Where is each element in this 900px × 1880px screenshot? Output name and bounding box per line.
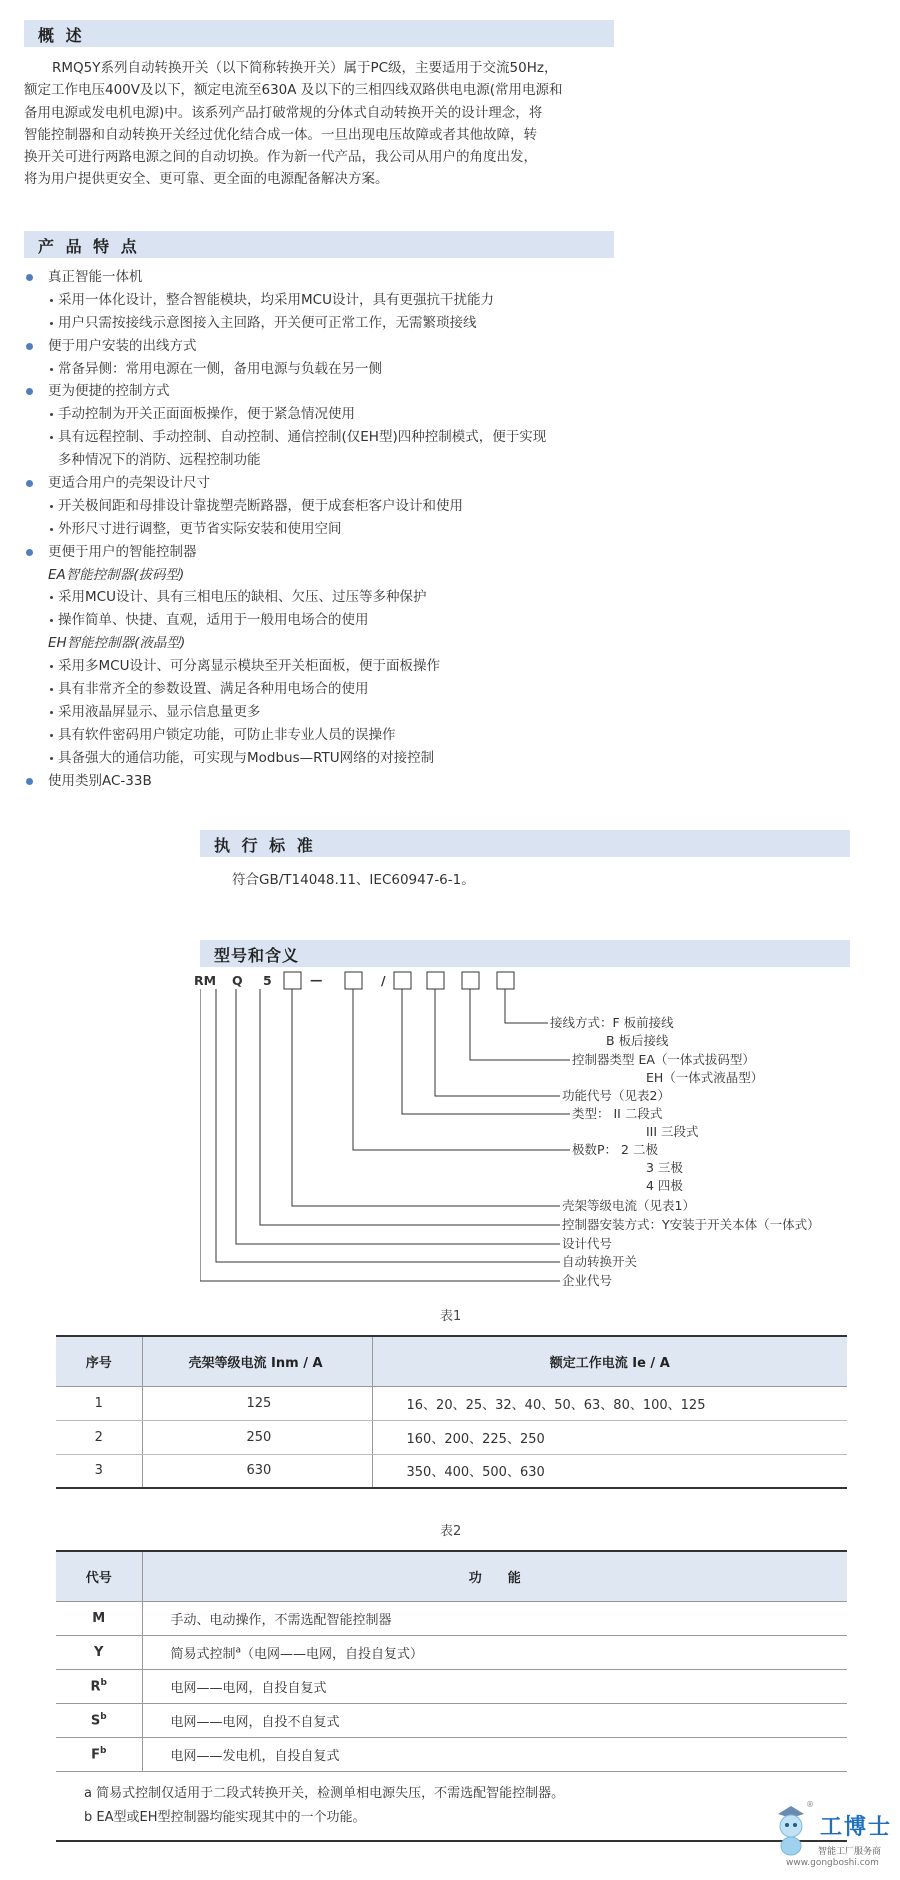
overview-line: 换开关可进行两路电源之间的自动切换。作为新一代产品，我公司从用户的角度出发， (24, 149, 537, 166)
feature-line (24, 266, 624, 289)
table2-header-code: 代号 (56, 1551, 142, 1601)
feature-line (24, 335, 624, 358)
code-box (345, 972, 362, 989)
feature-line (24, 655, 624, 678)
function-text: 电网——电网，自投自复式 (170, 1680, 327, 1696)
feature-text: 常备异侧：常用电源在一侧，备用电源与负载在另一侧 (58, 360, 382, 377)
table-notes-row (56, 1771, 847, 1841)
table1-header-no: 序号 (56, 1336, 142, 1386)
overview-title: 概 述 (38, 26, 85, 45)
feature-text: 采用多MCU设计、可分离显示模块至开关柜面板，便于面板操作 (58, 658, 440, 675)
sub-bullet-icon (50, 413, 53, 416)
overview-line: RMQ5Y系列自动转换开关（以下简称转换开关）属于PC级，主要适用于交流50Hz， (52, 60, 558, 76)
bullet-icon (26, 778, 33, 785)
feature-text: 具有软件密码用户锁定功能，可防止非专业人员的误操作 (58, 726, 396, 743)
feature-text: 开关极间距和母排设计靠拢塑壳断路器，便于成套柜客户设计和使用 (58, 497, 463, 514)
feature-line (24, 678, 624, 701)
standard-title: 执 行 标 准 (214, 836, 316, 855)
table-row (56, 1669, 847, 1703)
feature-text: 更为便捷的控制方式 (48, 383, 170, 400)
overview-line: 智能控制器和自动转换开关经过优化结合成一体。一旦出现电压故障或者其他故障，转 (24, 126, 537, 143)
label-controller-mount: 控制器安装方式：Y安装于开关本体（一体式） (562, 1217, 820, 1232)
function-description (142, 1635, 847, 1669)
footnote-mark: b (100, 1677, 107, 1688)
label-poles-3: 3 三极 (646, 1160, 683, 1175)
table-row (56, 1601, 847, 1635)
label-enterprise-code: 企业代号 (562, 1273, 613, 1288)
function-code-table (56, 1550, 847, 1842)
feature-text: 更便于用户的智能控制器 (48, 543, 197, 560)
sub-bullet-icon (50, 757, 53, 760)
feature-text: 具有远程控制、手动控制、自动控制、通信控制(仅EH型)四种控制模式，便于实现 (58, 429, 547, 446)
feature-text: 多种情况下的消防、远程控制功能 (58, 452, 261, 469)
function-code (56, 1635, 142, 1669)
code-5: 5 (263, 973, 272, 988)
function-description (142, 1669, 847, 1703)
feature-line (24, 449, 624, 472)
code-box (394, 972, 411, 989)
robot-mascot-icon (766, 1800, 816, 1860)
feature-text: 使用类别AC-33B (48, 772, 152, 789)
bullet-icon (26, 549, 33, 556)
feature-line (24, 586, 624, 609)
feature-line (24, 312, 624, 335)
function-description (142, 1737, 847, 1771)
table-notes (56, 1771, 847, 1841)
function-code (56, 1737, 142, 1771)
sub-bullet-icon (50, 734, 53, 737)
standard-heading-band (200, 830, 850, 857)
feature-text: 用户只需按接线示意图接入主回路，开关便可正常工作，无需繁琐接线 (58, 314, 477, 331)
table2-header-function: 功 能 (142, 1551, 847, 1601)
model-code-lines (200, 970, 860, 1290)
feature-line (24, 564, 624, 587)
sub-bullet-icon (50, 688, 53, 691)
sub-bullet-icon (50, 596, 53, 599)
frame-current-table (56, 1335, 847, 1489)
function-text: 简易式控制 (170, 1646, 236, 1662)
feature-line (24, 518, 624, 541)
feature-text: 操作简单、快捷、直观，适用于一般用电场合的使用 (58, 612, 369, 629)
label-wiring-b: B 板后接线 (606, 1033, 669, 1048)
table-row (56, 1420, 847, 1454)
sub-bullet-icon (50, 619, 53, 622)
function-description (142, 1703, 847, 1737)
function-code (56, 1703, 142, 1737)
footnote-mark: b (100, 1711, 107, 1722)
feature-text: 更适合用户的壳架设计尺寸 (48, 475, 210, 492)
table-row (56, 1703, 847, 1737)
table1-cell: 16、20、25、32、40、50、63、80、100、125 (372, 1386, 847, 1420)
function-text: 手动、电动操作，不需选配智能控制器 (170, 1612, 392, 1628)
function-description (142, 1601, 847, 1635)
label-design-code: 设计代号 (562, 1236, 613, 1251)
code-box (497, 972, 514, 989)
table-row (56, 1454, 847, 1488)
feature-text: EA智能控制器(拔码型) (48, 566, 185, 583)
sub-bullet-icon (50, 711, 53, 714)
function-text: 电网——电网，自投不自复式 (170, 1714, 340, 1730)
footnote-mark: a (235, 1645, 242, 1656)
table1-cell: 3 (56, 1454, 142, 1488)
feature-line (24, 609, 624, 632)
feature-text: EH智能控制器(液晶型) (48, 635, 186, 652)
feature-text: 外形尺寸进行调整，更节省实际安装和使用空间 (58, 520, 342, 537)
standard-text: 符合GB/T14048.11、IEC60947-6-1。 (232, 872, 475, 888)
features-list (24, 266, 624, 792)
logo-slogan: 智能工厂服务商 (818, 1847, 882, 1857)
label-ats: 自动转换开关 (562, 1254, 638, 1269)
registered-mark: ® (806, 1800, 814, 1809)
label-poles: 极数P： 2 二极 (572, 1142, 658, 1157)
feature-line (24, 632, 624, 655)
sub-bullet-icon (50, 665, 53, 668)
code-rm: RM (194, 973, 217, 988)
bullet-icon (26, 274, 33, 281)
label-frame-current: 壳架等级电流（见表1） (562, 1198, 695, 1213)
feature-line (24, 541, 624, 564)
table-row (56, 1737, 847, 1771)
table-note: b EA型或EH型控制器均能实现其中的一个功能。 (84, 1809, 366, 1825)
overview-line: 额定工作电压400V及以下，额定电流至630A 及以下的三相四线双路供电电源(常用电源和 (24, 82, 563, 99)
feature-text: 具有非常齐全的参数设置、满足各种用电场合的使用 (58, 681, 369, 698)
table1-header-ie: 额定工作电流 Ie / A (372, 1336, 847, 1386)
table1-cell: 250 (142, 1420, 372, 1454)
overview-heading-band (24, 20, 614, 47)
sub-bullet-icon (50, 528, 53, 531)
sub-bullet-icon (50, 436, 53, 439)
label-wiring: 接线方式：F 板前接线 (550, 1015, 674, 1030)
overview-line: 将为用户提供更安全、更可靠、更全面的电源配备解决方案。 (24, 171, 389, 188)
feature-text: 真正智能一体机 (48, 269, 143, 285)
table1-header-inm: 壳架等级电流 Inm / A (142, 1336, 372, 1386)
feature-line (24, 495, 624, 518)
sub-bullet-icon (50, 299, 53, 302)
table1-cell: 160、200、225、250 (372, 1420, 847, 1454)
label-type-3: III 三段式 (646, 1124, 699, 1139)
feature-line (24, 380, 624, 403)
table-row (56, 1635, 847, 1669)
table1-cell: 125 (142, 1386, 372, 1420)
feature-line (24, 289, 624, 312)
feature-line (24, 724, 624, 747)
label-poles-4: 4 四极 (646, 1178, 683, 1193)
table1-cell: 350、400、500、630 (406, 1465, 545, 1481)
feature-text: 采用液晶屏显示、显示信息量更多 (58, 703, 261, 720)
feature-line (24, 770, 624, 793)
features-heading-band (24, 231, 614, 258)
table-note: a 简易式控制仅适用于二段式转换开关，检测单相电源失压，不需选配智能控制器。 (84, 1785, 565, 1801)
table1-caption: 表1 (440, 1309, 462, 1324)
code-dash: — (310, 972, 323, 987)
function-code-letter: Y (94, 1644, 104, 1660)
feature-text: 便于用户安装的出线方式 (48, 337, 197, 354)
feature-text: 具备强大的通信功能，可实现与Modbus—RTU网络的对接控制 (58, 749, 435, 766)
label-controller-type: 控制器类型 EA（一体式拔码型） (572, 1052, 755, 1067)
code-box (284, 972, 301, 989)
features-title: 产 品 特 点 (38, 237, 140, 256)
table-row (56, 1386, 847, 1420)
model-title: 型号和含义 (214, 946, 300, 965)
code-slash: / (381, 973, 386, 988)
feature-line (24, 426, 624, 449)
function-code-letter: M (92, 1610, 106, 1626)
function-code (56, 1601, 142, 1635)
footnote-mark: b (99, 1745, 107, 1756)
logo-name: 工博士 (820, 1815, 893, 1840)
feature-text: 采用MCU设计、具有三相电压的缺相、欠压、过压等多种保护 (58, 589, 427, 606)
label-function-code: 功能代号（见表2） (562, 1088, 670, 1103)
table1-cell: 2 (56, 1420, 142, 1454)
gongboshi-logo (766, 1800, 896, 1872)
sub-bullet-icon (50, 505, 53, 508)
model-heading-band (200, 940, 850, 967)
feature-text: 采用一体化设计，整合智能模块，均采用MCU设计，具有更强抗干扰能力 (58, 291, 494, 308)
bullet-icon (26, 343, 33, 350)
model-code-diagram (194, 970, 860, 1290)
feature-text: 手动控制为开关正面面板操作，便于紧急情况使用 (58, 406, 355, 423)
sub-bullet-icon (50, 368, 53, 371)
sub-bullet-icon (50, 322, 53, 325)
label-type: 类型： II 二段式 (572, 1106, 663, 1121)
feature-line (24, 472, 624, 495)
function-text: 电网——发电机，自投自复式 (170, 1748, 340, 1764)
logo-url: www.gongboshi.com (786, 1858, 879, 1868)
table1-cell: 1 (56, 1386, 142, 1420)
code-q: Q (232, 973, 243, 988)
code-box (462, 972, 479, 989)
function-code-letter: R (90, 1679, 101, 1695)
overview-paragraph (24, 57, 614, 191)
code-box (427, 972, 444, 989)
function-code-letter: S (90, 1713, 101, 1729)
function-code (56, 1669, 142, 1703)
bullet-icon (26, 388, 33, 395)
function-text-tail: （电网——电网，自投自复式） (241, 1646, 424, 1662)
table2-caption: 表2 (440, 1524, 462, 1539)
feature-line (24, 403, 624, 426)
function-code-letter: F (91, 1747, 100, 1763)
overview-line: 备用电源或发电机电源)中。该系列产品打破常规的分体式自动转换开关的设计理念，将 (24, 104, 543, 121)
table1-cell: 630 (142, 1454, 372, 1488)
feature-line (24, 747, 624, 770)
feature-line (24, 701, 624, 724)
feature-line (24, 358, 624, 381)
label-controller-eh: EH（一体式液晶型） (646, 1070, 764, 1085)
bullet-icon (26, 480, 33, 487)
